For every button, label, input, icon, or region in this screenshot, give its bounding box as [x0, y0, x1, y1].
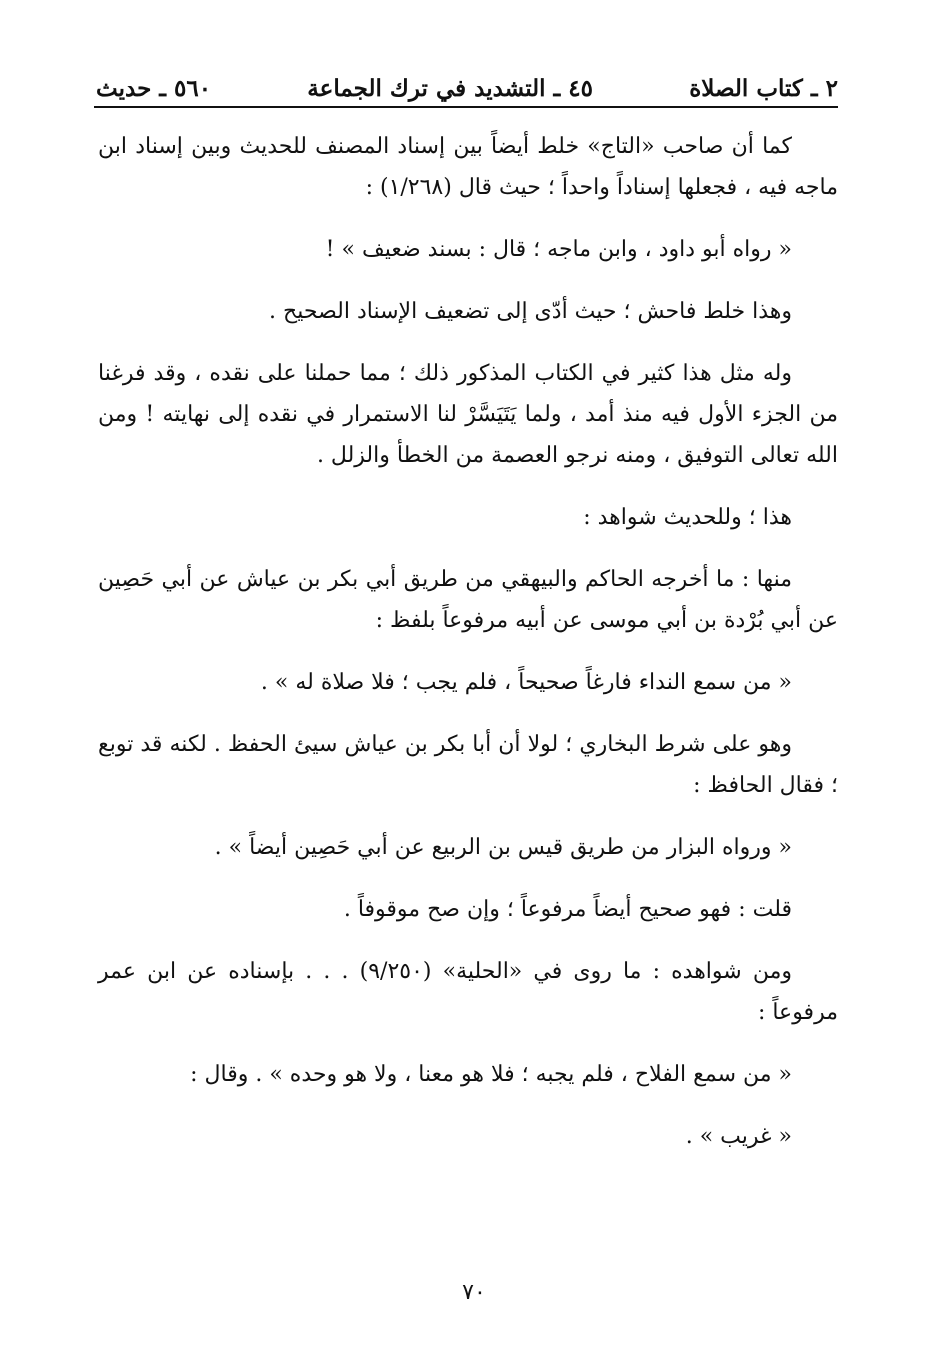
quote-1: « رواه أبو داود ، وابن ماجه ؛ قال : بسند ضعيف » !: [325, 237, 792, 262]
paragraph-8: ومن شواهده : ما روى في «الحلية» (٩/٢٥٠) . . . بإسناده عن ابن عمر مرفوعاً :: [98, 959, 838, 1025]
paragraph-2: وهذا خلط فاحش ؛ حيث أدّى إلى تضعيف الإسناد الصحيح .: [269, 299, 792, 324]
paragraph-3: وله مثل هذا كثير في الكتاب المذكور ذلك ؛ مما حملنا على نقده ، وقد فرغنا من الجزء الأول فيه منذ أمد ، ولما يَتَيَسَّرْ لنا الاستمرار في نقده إلى نهايته ! ومن الله تعالى التوفيق ، ومنه نرجو العصمة من الخطأ والزلل .: [98, 361, 838, 468]
page-body: [98, 126, 838, 1178]
header-chapter-title: ٤٥ ـ التشديد في ترك الجماعة: [307, 74, 594, 102]
running-header: [96, 70, 838, 106]
quote-4: « من سمع الفلاح ، فلم يجبه ؛ فلا هو معنا ، ولا هو وحده » . وقال :: [190, 1062, 792, 1087]
page-number: ٧٠: [462, 1280, 486, 1305]
paragraph-6: وهو على شرط البخاري ؛ لولا أن أبا بكر بن عياش سيئ الحفظ . لكنه قد توبع ؛ فقال الحافظ :: [98, 732, 838, 798]
header-divider: [94, 106, 838, 108]
header-book-title: ٢ ـ كتاب الصلاة: [689, 74, 838, 102]
paragraph-5: منها : ما أخرجه الحاكم والبيهقي من طريق أبي بكر بن عياش عن أبي حَصِين عن أبي بُرْدة بن أبي موسى عن أبيه مرفوعاً بلفظ :: [98, 567, 838, 633]
quote-5: « غريب » .: [685, 1124, 792, 1149]
paragraph-7: قلت : فهو صحيح أيضاً مرفوعاً ؛ وإن صح موقوفاً .: [343, 897, 792, 922]
header-hadith-number: ٥٦٠ ـ حديث: [96, 74, 212, 102]
quote-3: « ورواه البزار من طريق قيس بن الربيع عن أبي حَصِين أيضاً » .: [214, 835, 792, 860]
quote-2: « من سمع النداء فارغاً صحيحاً ، فلم يجب ؛ فلا صلاة له » .: [260, 670, 792, 695]
paragraph-1: كما أن صاحب «التاج» خلط أيضاً بين إسناد المصنف للحديث وبين إسناد ابن ماجه فيه ، فجعلها إسناداً واحداً ؛ حيث قال (١/٢٦٨) :: [98, 134, 838, 200]
paragraph-4: هذا ؛ وللحديث شواهد :: [583, 505, 792, 530]
